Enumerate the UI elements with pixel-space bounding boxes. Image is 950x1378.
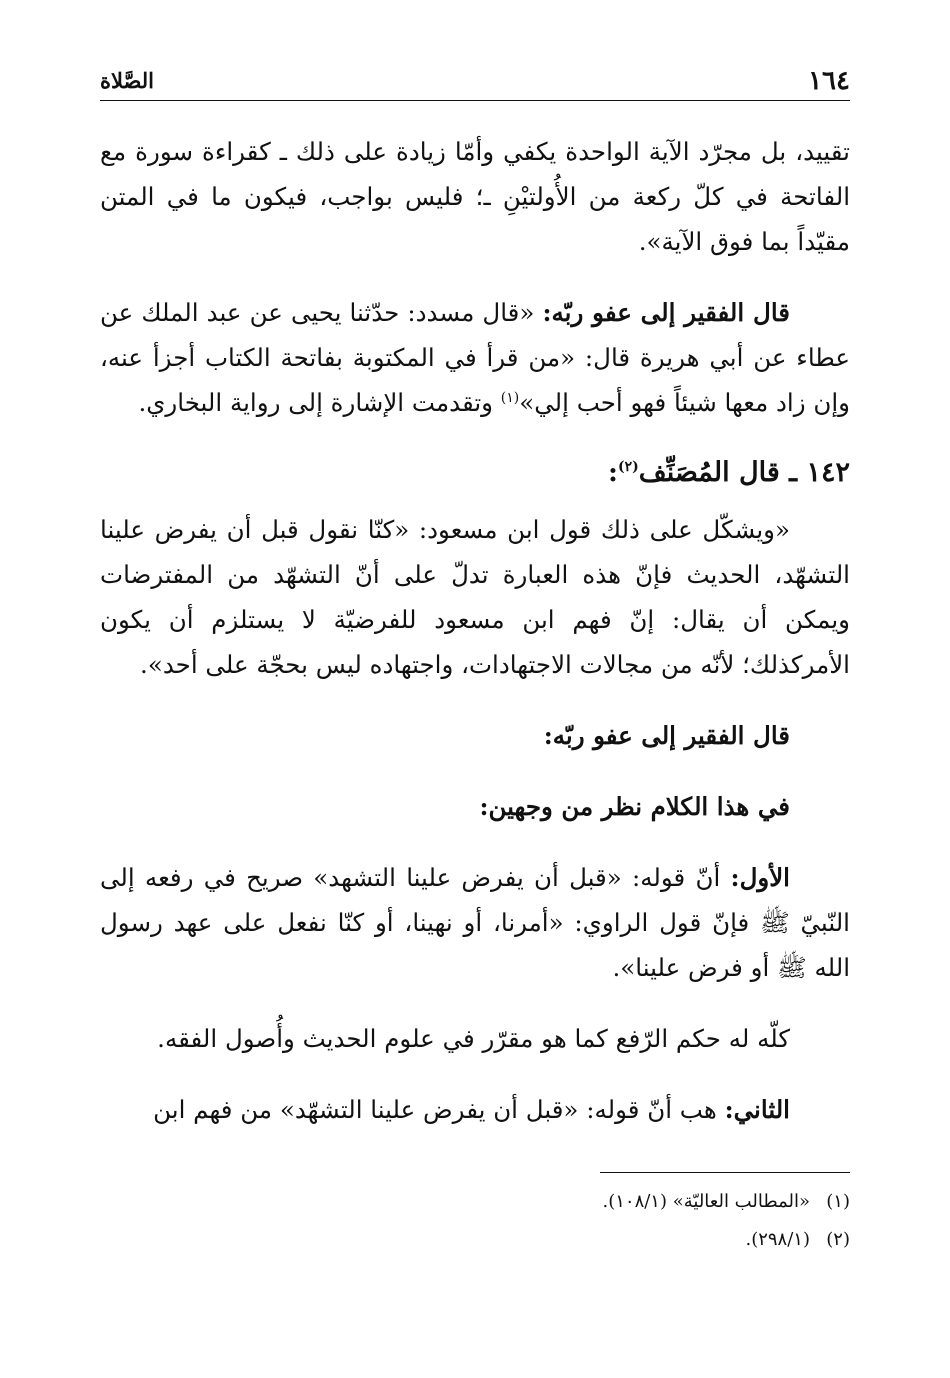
page-header xyxy=(100,62,850,101)
second-aspect-lead: الثاني: xyxy=(724,1095,790,1124)
author-comment-lead: قال الفقير إلى عفو ربّه: xyxy=(542,298,790,327)
first-aspect-text: أنّ قوله: «قبل أن يفرض علينا التشهد» صريح في رفعه إلى النّبيّ ﷺ فإنّ قول الراوي: «أمرنا، أو نهينا، أو كنّا نفعل على عهد رسول الله ﷺ أو فرض علينا». xyxy=(100,863,850,982)
hadith-text: «قال مسدد: حدّثنا يحيى عن عبد الملك عن عطاء عن أبي هريرة قال: «من قرأ في المكتوبة بفاتحة الكتاب أجزأ عنه، وإن زاد معها شيئاً فهو أحب إلي» xyxy=(100,298,850,417)
footnote-number: (١) xyxy=(826,1191,850,1212)
paragraph-reply-heading: قال الفقير إلى عفو ربّه: xyxy=(543,721,790,750)
book-page xyxy=(100,62,850,1352)
footnote-2 xyxy=(100,1221,850,1259)
paragraph-author-quote: «ويشكّل على ذلك قول ابن مسعود: «كنّا نقول قبل أن يفرض علينا التشهّد، الحديث فإنّ هذه العبارة تدلّ على أنّ التشهّد من المفترضات ويمكن أن يقال: إنّ فهم ابن مسعود للفرضيّة لا يستلزم أن يكون الأمركذلك؛ لأنّه من مجالات الاجتهادات، واجتهاده ليس بحجّة على أحد». xyxy=(100,515,850,679)
paragraph-two-aspects: في هذا الكلام نظر من وجهين: xyxy=(479,792,790,821)
second-aspect-text: هب أنّ قوله: «قبل أن يفرض علينا التشهّد» من فهم ابن xyxy=(153,1095,725,1124)
paragraph-first-aspect xyxy=(100,855,850,990)
section-heading-colon: : xyxy=(608,457,618,488)
footnote-ref-2: (٢) xyxy=(617,459,639,475)
footnote-text: (٢٩٨/١). xyxy=(745,1229,810,1250)
footnote-text: «المطالب العاليّة» (١٠٨/١). xyxy=(602,1191,810,1212)
running-title: الصَّلاة xyxy=(100,68,154,93)
section-heading-text: ١٤٢ ـ قال المُصَنِّف xyxy=(638,457,850,488)
page-body xyxy=(100,129,850,1132)
footnotes xyxy=(100,1183,850,1259)
hadith-text-continued: وتقدمت الإشارة إلى رواية البخاري. xyxy=(138,388,501,417)
footnote-divider xyxy=(600,1172,850,1173)
section-heading xyxy=(100,451,850,495)
paragraph-second-aspect xyxy=(100,1087,850,1132)
footnote-number: (٢) xyxy=(826,1229,850,1250)
footnote-ref-1: (١) xyxy=(500,389,520,406)
footnote-1 xyxy=(100,1183,850,1221)
page-number: ١٦٤ xyxy=(808,66,850,96)
paragraph-raf-ruling: كلّه له حكم الرّفع كما هو مقرّر في علوم الحديث وأُصول الفقه. xyxy=(157,1024,790,1053)
paragraph-author-comment xyxy=(100,290,850,425)
first-aspect-lead: الأول: xyxy=(730,863,790,892)
paragraph-continuation: تقييد، بل مجرّد الآية الواحدة يكفي وأمّا زيادة على ذلك ـ كقراءة سورة مع الفاتحة في كلّ ركعة من الأُولتيْنِ ـ؛ فليس بواجب، فيكون ما في المتن مقيّداً بما فوق الآية». xyxy=(100,137,850,256)
